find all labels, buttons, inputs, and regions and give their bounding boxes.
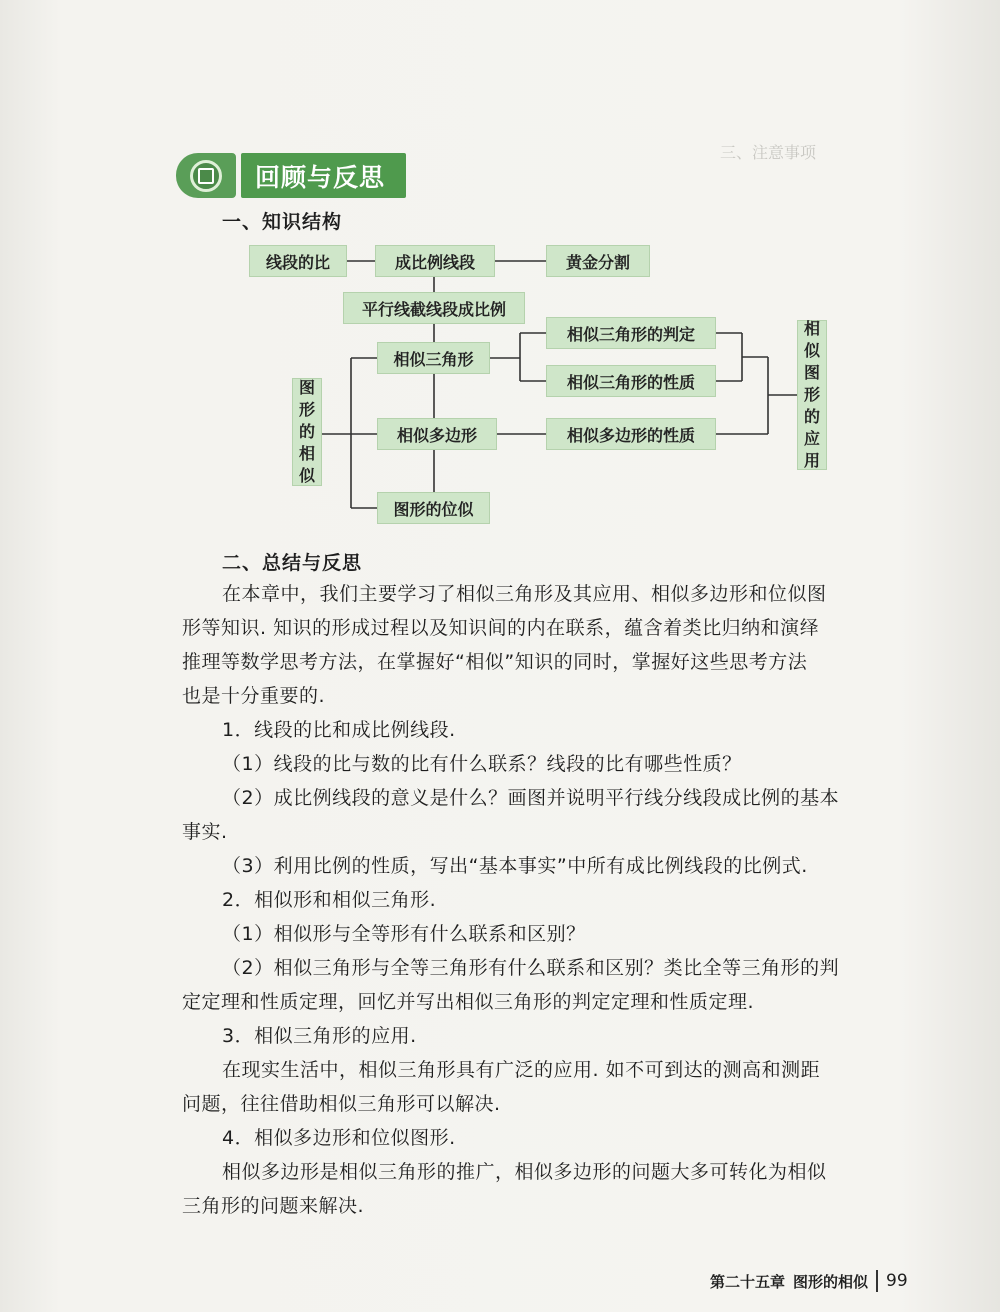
- question: 事实.: [182, 821, 228, 843]
- paragraph-line: 三角形的问题来解决.: [182, 1195, 365, 1217]
- page-footer: [710, 1270, 908, 1292]
- node-similar-polygons: 相似多边形: [377, 418, 497, 450]
- node-segment-ratio: 线段的比: [249, 245, 347, 277]
- node-homothety: 图形的位似: [377, 492, 490, 524]
- item-heading: 3．相似三角形的应用.: [222, 1025, 417, 1047]
- paragraph-line: 也是十分重要的.: [182, 685, 326, 707]
- page-number: 99: [886, 1271, 908, 1291]
- item-heading: 4．相似多边形和位似图形.: [222, 1127, 456, 1149]
- question: （2）相似三角形与全等三角形有什么联系和区别？类比全等三角形的判: [222, 957, 840, 979]
- node-parallel-lines: 平行线截线段成比例: [343, 292, 525, 324]
- bleed-through-text: 三、注意事项: [720, 143, 817, 162]
- section-title: 回顾与反思: [241, 153, 406, 198]
- heading-knowledge-structure: 一、知识结构: [222, 211, 343, 233]
- paragraph-line: 在现实生活中，相似三角形具有广泛的应用. 如不可到达的测高和测距: [222, 1059, 821, 1081]
- node-golden-section: 黄金分割: [546, 245, 650, 277]
- question: （1）线段的比与数的比有什么联系？线段的比有哪些性质？: [222, 753, 742, 775]
- question: 定定理和性质定理，回忆并写出相似三角形的判定定理和性质定理.: [182, 991, 755, 1013]
- paragraph-line: 相似多边形是相似三角形的推广，相似多边形的问题大多可转化为相似: [222, 1161, 827, 1183]
- diagram-connectors: [0, 0, 1000, 560]
- footer-divider: [876, 1270, 878, 1292]
- paragraph-line: 问题，往往借助相似三角形可以解决.: [182, 1093, 501, 1115]
- paragraph-line: 形等知识. 知识的形成过程以及知识间的内在联系，蕴含着类比归纳和演绎: [182, 617, 820, 639]
- item-heading: 2．相似形和相似三角形.: [222, 889, 437, 911]
- question: （3）利用比例的性质，写出“基本事实”中所有成比例线段的比例式.: [222, 855, 808, 877]
- question: （1）相似形与全等形有什么联系和区别？: [222, 923, 586, 945]
- paragraph-line: 在本章中，我们主要学习了相似三角形及其应用、相似多边形和位似图: [222, 583, 827, 605]
- heading-summary-reflection: 二、总结与反思: [222, 552, 363, 574]
- node-proportional-segments: 成比例线段: [375, 245, 495, 277]
- chapter-title: 图形的相似: [793, 1272, 869, 1291]
- node-similar-triangles: 相似三角形: [377, 342, 490, 374]
- chapter-number: 第二十五章: [710, 1272, 786, 1291]
- node-triangle-properties: 相似三角形的性质: [546, 365, 716, 397]
- node-triangle-judgement: 相似三角形的判定: [546, 317, 716, 349]
- node-similar-figures-root: 图 形 的 相 似: [292, 378, 322, 486]
- node-polygon-properties: 相似多边形的性质: [546, 418, 716, 450]
- paragraph-line: 推理等数学思考方法，在掌握好“相似”知识的同时，掌握好这些思考方法: [182, 651, 808, 673]
- item-heading: 1．线段的比和成比例线段.: [222, 719, 456, 741]
- node-application: 相 似 图 形 的 应 用: [797, 320, 827, 470]
- question: （2）成比例线段的意义是什么？画图并说明平行线分线段成比例的基本: [222, 787, 840, 809]
